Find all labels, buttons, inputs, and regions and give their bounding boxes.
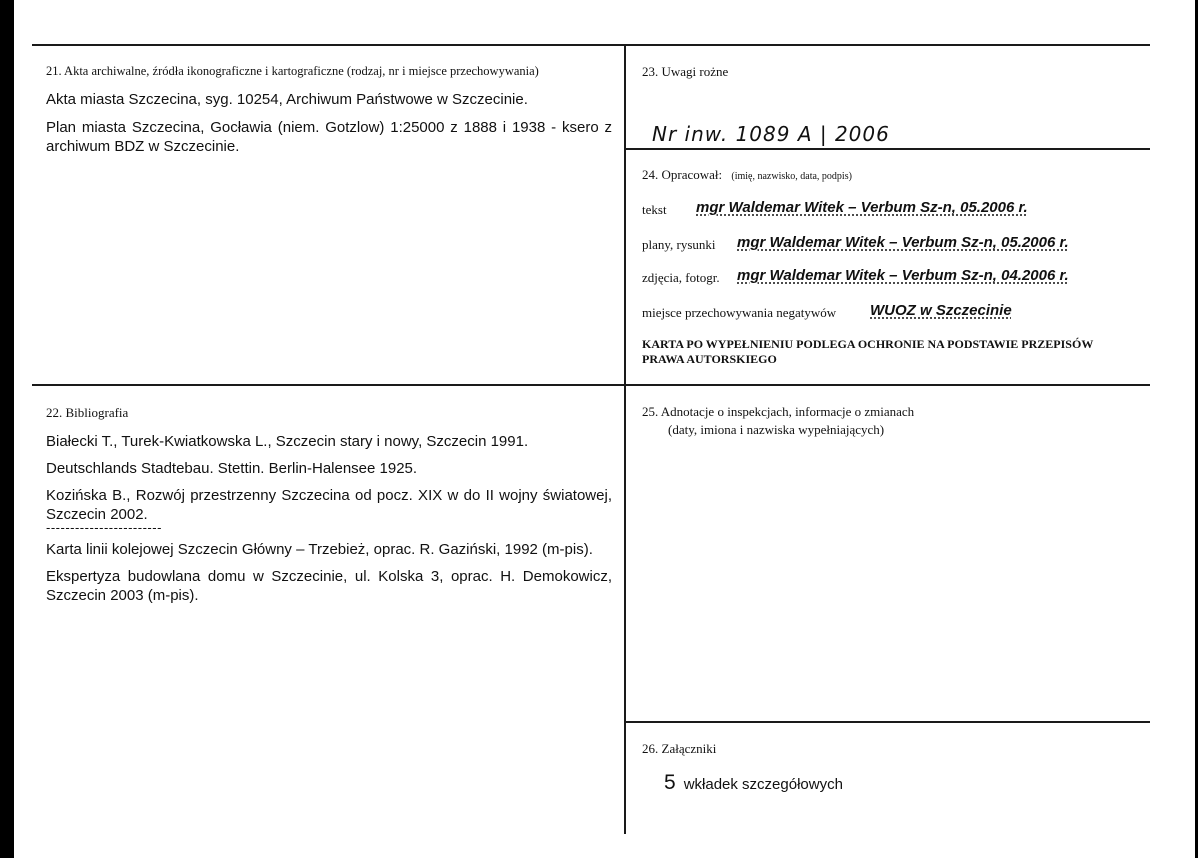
sec22-entry-3: Kozińska B., Rozwój przestrzenny Szczecina od pocz. XIX w do II wojny światowej, Szczecin 2002.: [46, 487, 612, 523]
row-divider: [32, 384, 1150, 386]
sec24-row-label-photos: zdjęcia, fotogr.: [642, 270, 720, 285]
sec22-heading: 22. Bibliografia: [46, 405, 129, 420]
sec24-row-value-text: mgr Waldemar Witek – Verbum Sz-n, 05.2006 r.: [696, 199, 1028, 216]
middle-divider: [624, 44, 626, 834]
sec22-entry-1: Białecki T., Turek-Kwiatkowska L., Szczecin stary i nowy, Szczecin 1991.: [46, 433, 529, 450]
sec24-row-value-negatives: WUOZ w Szczecinie: [870, 302, 1012, 319]
sec24-row-label-plans: plany, rysunki: [642, 237, 716, 252]
sec25-divider: [626, 721, 1150, 723]
sec26-heading: 26. Załączniki: [642, 741, 717, 756]
sec22-entry-5: Ekspertyza budowlana domu w Szczecinie, ul. Kolska 3, oprac. H. Demokowicz, Szczecin 2003 (m-pis).: [46, 568, 612, 604]
sec22-entry-2: Deutschlands Stadtebau. Stettin. Berlin-Halensee 1925.: [46, 460, 418, 477]
sec25-heading: 25. Adnotacje o inspekcjach, informacje o zmianach: [642, 404, 915, 419]
sec22-separator: ------------------------: [46, 520, 162, 535]
sec24-heading-note: (imię, nazwisko, data, podpis): [731, 171, 852, 182]
sec24-row-value-plans: mgr Waldemar Witek – Verbum Sz-n, 05.2006 r.: [737, 234, 1069, 251]
sec26-count: 5: [664, 771, 676, 794]
sec21-entry-1: Akta miasta Szczecina, syg. 10254, Archiwum Państwowe w Szczecinie.: [46, 91, 528, 108]
sec21-entry-2: Plan miasta Szczecina, Gocławia (niem. Gotzlow) 1:25000 z 1888 i 1938 - ksero z archiwum BDZ w Szczecinie.: [46, 119, 612, 155]
sec24-copyright-notice: KARTA PO WYPEŁNIENIU PODLEGA OCHRONIE NA PODSTAWIE PRZEPISÓW PRAWA AUTORSKIEGO: [642, 337, 1094, 366]
sec26-text: wkładek szczegółowych: [683, 776, 843, 793]
sec21-heading: 21. Akta archiwalne, źródła ikonograficzne i kartograficzne (rodzaj, nr i miejsce przechowywania): [46, 64, 539, 78]
top-border: [32, 44, 1150, 46]
sec23-handwritten-inventory: Nr inw. 1089 A | 2006: [652, 122, 890, 146]
sec26-attachments: [664, 771, 843, 795]
sec23-divider: [626, 148, 1150, 150]
sec24-heading-label: 24. Opracował:: [642, 167, 723, 182]
scan-edge-left: [0, 0, 14, 858]
sec24-row-label-text: tekst: [642, 202, 667, 217]
sec23-heading: 23. Uwagi rożne: [642, 64, 729, 79]
sec24-row-value-photos: mgr Waldemar Witek – Verbum Sz-n, 04.2006 r.: [737, 267, 1069, 284]
sec22-entry-4: Karta linii kolejowej Szczecin Główny – Trzebież, oprac. R. Gaziński, 1992 (m-pis).: [46, 541, 593, 558]
sec25-subheading: (daty, imiona i nazwiska wypełniających): [668, 422, 885, 437]
sec24-row-label-negatives: miejsce przechowywania negatywów: [642, 305, 837, 320]
sec24-heading: [642, 167, 852, 183]
